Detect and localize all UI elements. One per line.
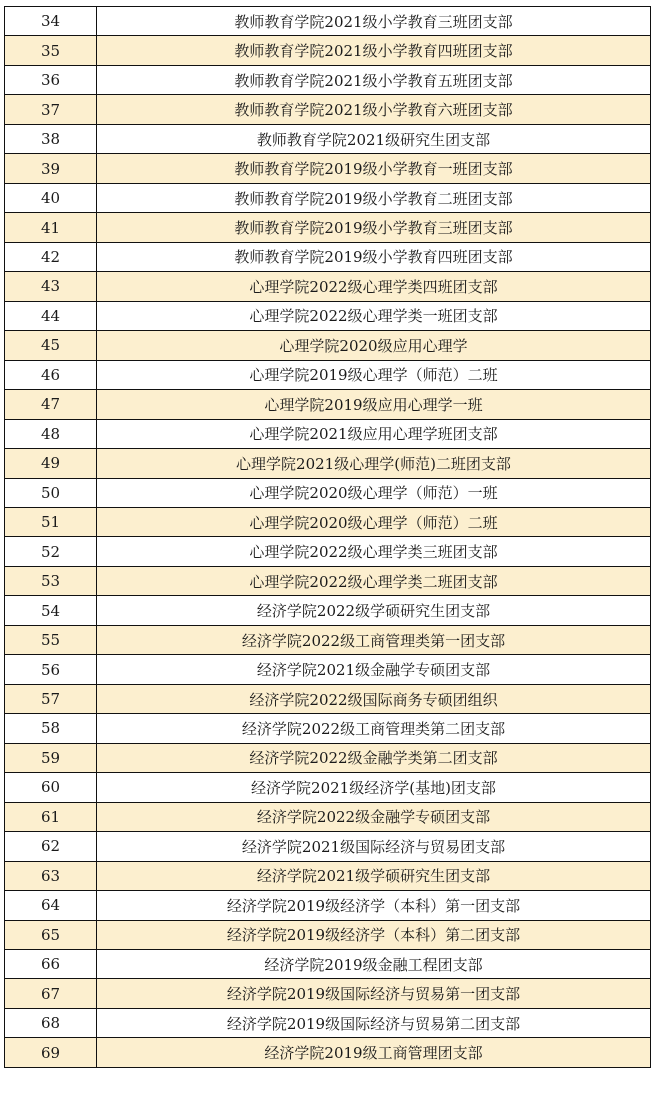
table-row [5,625,651,654]
row-number-cell: 39 [5,154,97,183]
branch-name-cell: 心理学院2022级心理学类一班团支部 [97,301,651,330]
table-row [5,183,651,212]
branch-name-cell: 教师教育学院2021级小学教育六班团支部 [97,95,651,124]
row-number-cell: 50 [5,478,97,507]
row-number-cell: 62 [5,832,97,861]
table-row [5,861,651,890]
row-number-cell: 65 [5,920,97,949]
branch-name-cell: 教师教育学院2019级小学教育一班团支部 [97,154,651,183]
table-row [5,507,651,536]
branch-name-cell: 心理学院2022级心理学类三班团支部 [97,537,651,566]
branch-name-cell: 经济学院2022级国际商务专硕团组织 [97,684,651,713]
branch-name-cell: 教师教育学院2019级小学教育二班团支部 [97,183,651,212]
branch-name-cell: 经济学院2022级金融学类第二团支部 [97,743,651,772]
table-row [5,478,651,507]
table-row [5,566,651,595]
branch-name-cell: 心理学院2020级应用心理学 [97,331,651,360]
row-number-cell: 60 [5,773,97,802]
branch-name-cell: 教师教育学院2019级小学教育四班团支部 [97,242,651,271]
table-row [5,714,651,743]
row-number-cell: 53 [5,566,97,595]
branch-name-cell: 心理学院2020级心理学（师范）二班 [97,507,651,536]
branch-list-table [4,6,651,1068]
row-number-cell: 57 [5,684,97,713]
row-number-cell: 64 [5,891,97,920]
row-number-cell: 56 [5,655,97,684]
branch-name-cell: 经济学院2022级工商管理类第二团支部 [97,714,651,743]
branch-name-cell: 心理学院2021级应用心理学班团支部 [97,419,651,448]
branch-name-cell: 教师教育学院2021级小学教育三班团支部 [97,7,651,36]
branch-name-cell: 经济学院2021级学硕研究生团支部 [97,861,651,890]
table-row [5,301,651,330]
table-row [5,802,651,831]
row-number-cell: 54 [5,596,97,625]
row-number-cell: 47 [5,390,97,419]
table-row [5,655,651,684]
row-number-cell: 37 [5,95,97,124]
branch-name-cell: 经济学院2021级经济学(基地)团支部 [97,773,651,802]
row-number-cell: 51 [5,507,97,536]
table-row [5,390,651,419]
row-number-cell: 45 [5,331,97,360]
table-row [5,272,651,301]
table-row [5,360,651,389]
table-row [5,743,651,772]
branch-name-cell: 心理学院2022级心理学类二班团支部 [97,566,651,595]
branch-name-cell: 经济学院2021级金融学专硕团支部 [97,655,651,684]
table-row [5,65,651,94]
table-row [5,596,651,625]
table-row [5,242,651,271]
row-number-cell: 35 [5,36,97,65]
branch-name-cell: 经济学院2019级经济学（本科）第二团支部 [97,920,651,949]
row-number-cell: 43 [5,272,97,301]
table-row [5,1008,651,1037]
row-number-cell: 48 [5,419,97,448]
branch-name-cell: 经济学院2022级金融学专硕团支部 [97,802,651,831]
table-row [5,684,651,713]
row-number-cell: 42 [5,242,97,271]
row-number-cell: 52 [5,537,97,566]
table-row [5,7,651,36]
branch-name-cell: 经济学院2019级国际经济与贸易第二团支部 [97,1008,651,1037]
branch-name-cell: 教师教育学院2021级小学教育五班团支部 [97,65,651,94]
table-row [5,419,651,448]
row-number-cell: 41 [5,213,97,242]
table-row [5,213,651,242]
row-number-cell: 49 [5,449,97,478]
row-number-cell: 55 [5,625,97,654]
row-number-cell: 40 [5,183,97,212]
row-number-cell: 67 [5,979,97,1008]
table-row [5,891,651,920]
branch-name-cell: 经济学院2022级工商管理类第一团支部 [97,625,651,654]
branch-name-cell: 经济学院2019级金融工程团支部 [97,950,651,979]
row-number-cell: 46 [5,360,97,389]
table-row [5,124,651,153]
table-row [5,950,651,979]
branch-name-cell: 心理学院2019级应用心理学一班 [97,390,651,419]
row-number-cell: 34 [5,7,97,36]
table-body [5,7,651,1068]
branch-name-cell: 教师教育学院2021级小学教育四班团支部 [97,36,651,65]
branch-name-cell: 经济学院2019级国际经济与贸易第一团支部 [97,979,651,1008]
table-row [5,95,651,124]
branch-name-cell: 心理学院2020级心理学（师范）一班 [97,478,651,507]
branch-name-cell: 教师教育学院2021级研究生团支部 [97,124,651,153]
table-row [5,1038,651,1067]
row-number-cell: 63 [5,861,97,890]
row-number-cell: 38 [5,124,97,153]
table-row [5,537,651,566]
row-number-cell: 59 [5,743,97,772]
branch-name-cell: 经济学院2019级工商管理团支部 [97,1038,651,1067]
row-number-cell: 66 [5,950,97,979]
row-number-cell: 68 [5,1008,97,1037]
table-row [5,979,651,1008]
branch-name-cell: 心理学院2022级心理学类四班团支部 [97,272,651,301]
branch-name-cell: 经济学院2019级经济学（本科）第一团支部 [97,891,651,920]
row-number-cell: 61 [5,802,97,831]
row-number-cell: 36 [5,65,97,94]
branch-name-cell: 心理学院2019级心理学（师范）二班 [97,360,651,389]
branch-name-cell: 经济学院2021级国际经济与贸易团支部 [97,832,651,861]
table-row [5,920,651,949]
row-number-cell: 44 [5,301,97,330]
row-number-cell: 58 [5,714,97,743]
table-row [5,773,651,802]
table-row [5,154,651,183]
table-row [5,832,651,861]
table-row [5,36,651,65]
table-row [5,449,651,478]
branch-name-cell: 经济学院2022级学硕研究生团支部 [97,596,651,625]
table-row [5,331,651,360]
branch-name-cell: 心理学院2021级心理学(师范)二班团支部 [97,449,651,478]
row-number-cell: 69 [5,1038,97,1067]
branch-name-cell: 教师教育学院2019级小学教育三班团支部 [97,213,651,242]
